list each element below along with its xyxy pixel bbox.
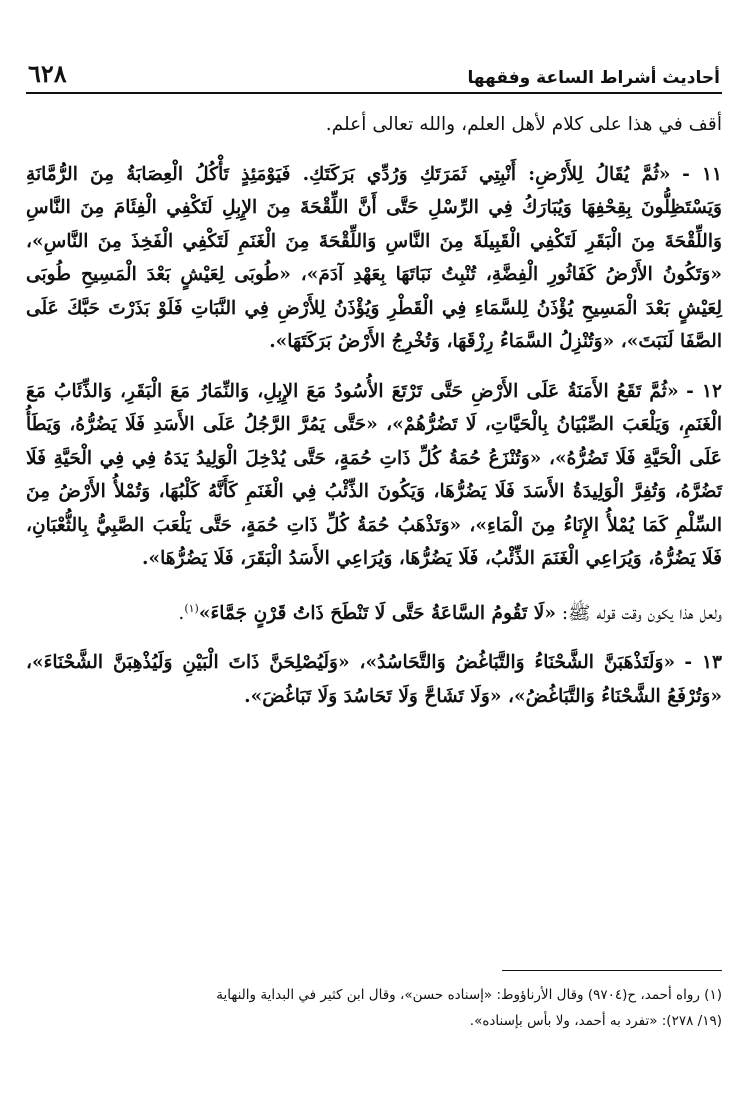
body-text <box>26 108 722 713</box>
page-number: ٦٢٨ <box>28 59 67 88</box>
intro-text: أقف في هذا على كلام لأهل العلم، والله تعالى أعلم. <box>325 114 722 135</box>
commentary-lead: ولعل هذا يكون وقت قوله ﷺ: <box>561 602 722 624</box>
commentary-end: . <box>178 602 185 624</box>
footnote-marker[interactable]: (١) <box>184 601 199 615</box>
paragraph-number-12: ١٢ - <box>686 380 722 402</box>
paragraph-12 <box>26 375 722 576</box>
paragraph-11 <box>26 158 722 359</box>
book-page <box>26 52 722 1072</box>
footnote-divider <box>502 970 722 971</box>
hadith-text-13: «وَلَتَذْهَبَنَّ الشَّحْنَاءُ وَالتَّبَاغُضُ وَالتَّحَاسُدُ»، «وَلَيُصْلِحَنَّ ذَاتَ الْبَيْنِ وَلَيُذْهِبَنَّ الشَّحْنَاءَ»، «وَتُرْفَعُ الشَّحْنَاءُ وَالتَّبَاغُضُ»، «وَلَا تَشَاحَّ وَلَا تَحَاسُدَ وَلَا تَبَاغُضَ». <box>26 652 722 707</box>
paragraph-13 <box>26 646 722 713</box>
footnotes <box>26 982 722 1034</box>
footnote-1-line-1: (١) رواه أحمد، ح(٩٧٠٤) وقال الأرناؤوط: «إسناده حسن»، وقال ابن كثير في البداية والنهاية <box>216 987 722 1003</box>
paragraph-number-13: ١٣ - <box>684 652 722 674</box>
footnote-1-line-2: (١٩/ ٢٧٨): «تفرد به أحمد، ولا بأس بإسناده». <box>469 1013 722 1029</box>
page-header <box>26 52 722 94</box>
commentary-paragraph <box>26 592 722 631</box>
intro-paragraph <box>26 108 722 142</box>
hadith-text-11: «ثُمَّ يُقَالُ لِلأَرْضِ: أَنْبِتِي ثَمَرَتَكِ وَرُدِّي بَرَكَتَكِ. فَيَوْمَئِذٍ تَأْكُلُ الْعِصَابَةُ مِنَ الرُّمَّانَةِ وَيَسْتَظِلُّونَ بِقِحْفِهَا وَيُبَارَكُ فِي الرِّسْلِ حَتَّى أَنَّ اللِّقْحَةَ مِنَ الإِبِلِ لَتَكْفِي الْفِئَامَ مِنَ النَّاسِ وَاللِّقْحَةَ مِنَ الْبَقَرِ لَتَكْفِي الْقَبِيلَةَ مِنَ النَّاسِ وَاللِّقْحَةَ مِنَ الْغَنَمِ لَتَكْفِي الْفَخِذَ مِنَ النَّاسِ»، «وَتَكُونُ الأَرْضُ كَفَاثُورِ الْفِضَّةِ، تُنْبِتُ نَبَاتَهَا بِعَهْدِ آدَمَ»، «طُوبَى لِعَيْشٍ بَعْدَ الْمَسِيحِ طُوبَى لِعَيْشٍ بَعْدَ الْمَسِيحِ يُؤْذَنُ لِلسَّمَاءِ فِي الْقَطْرِ وَيُؤْذَنُ لِلأَرْضِ فِي النَّبَاتِ فَلَوْ بَذَرْتَ حَبَّكَ عَلَى الصَّفَا لَنَبَتَ»، «وَتُنْزِلُ السَّمَاءُ رِزْقَهَا، وَتُخْرِجُ الأَرْضُ بَرَكَتَهَا». <box>26 163 722 352</box>
running-title: أحاديث أشراط الساعة وفقهها <box>467 68 720 88</box>
paragraph-number-11: ١١ - <box>682 163 722 185</box>
hadith-text-12: «ثُمَّ تَقَعُ الأَمَنَةُ عَلَى الأَرْضِ حَتَّى تَرْتَعَ الأُسُودُ مَعَ الإِبِلِ، وَالنِّمَارُ مَعَ الْبَقَرِ، وَالذِّئَابُ مَعَ الْغَنَمِ، وَيَلْعَبَ الصِّبْيَانُ بِالْحَيَّاتِ، لَا تَضُرُّهُمْ»، «حَتَّى يَمُرَّ الرَّجُلُ عَلَى الأَسَدِ فَلَا يَضُرُّهُ، وَيَطَأُ عَلَى الْحَيَّةِ فَلَا تَضُرُّهُ»، «وَتُنْزَعُ حُمَةُ كُلِّ ذَاتِ حُمَةٍ، حَتَّى يُدْخِلَ الْوَلِيدُ يَدَهُ فِي فِي الْحَيَّةِ فَلَا تَضُرَّهُ، وَتُفِرَّ الْوَلِيدَةُ الأَسَدَ فَلَا يَضُرُّهَا، وَيَكُونَ الذِّئْبُ فِي الْغَنَمِ كَأَنَّهُ كَلْبُهَا، وَتُمْلأُ الأَرْضُ مِنَ السِّلْمِ كَمَا يُمْلأُ الإِنَاءُ مِنَ الْمَاءِ»، «وَتَذْهَبُ حُمَةُ كُلِّ ذَاتِ حُمَةٍ، حَتَّى يَلْعَبَ الصَّبِيُّ بِالثُّعْبَانِ، فَلَا يَضُرُّهُ، وَيُرَاعِي الْغَنَمَ الذِّئْبُ، فَلَا يَضُرُّهَا، وَيُرَاعِي الأَسَدُ الْبَقَرَ، فَلَا يَضُرُّهَا». <box>26 380 722 569</box>
commentary-quote: «لَا تَقُومُ السَّاعَةُ حَتَّى لَا تَنْطَحَ ذَاتُ قَرْنٍ جَمَّاءَ» <box>198 602 556 624</box>
